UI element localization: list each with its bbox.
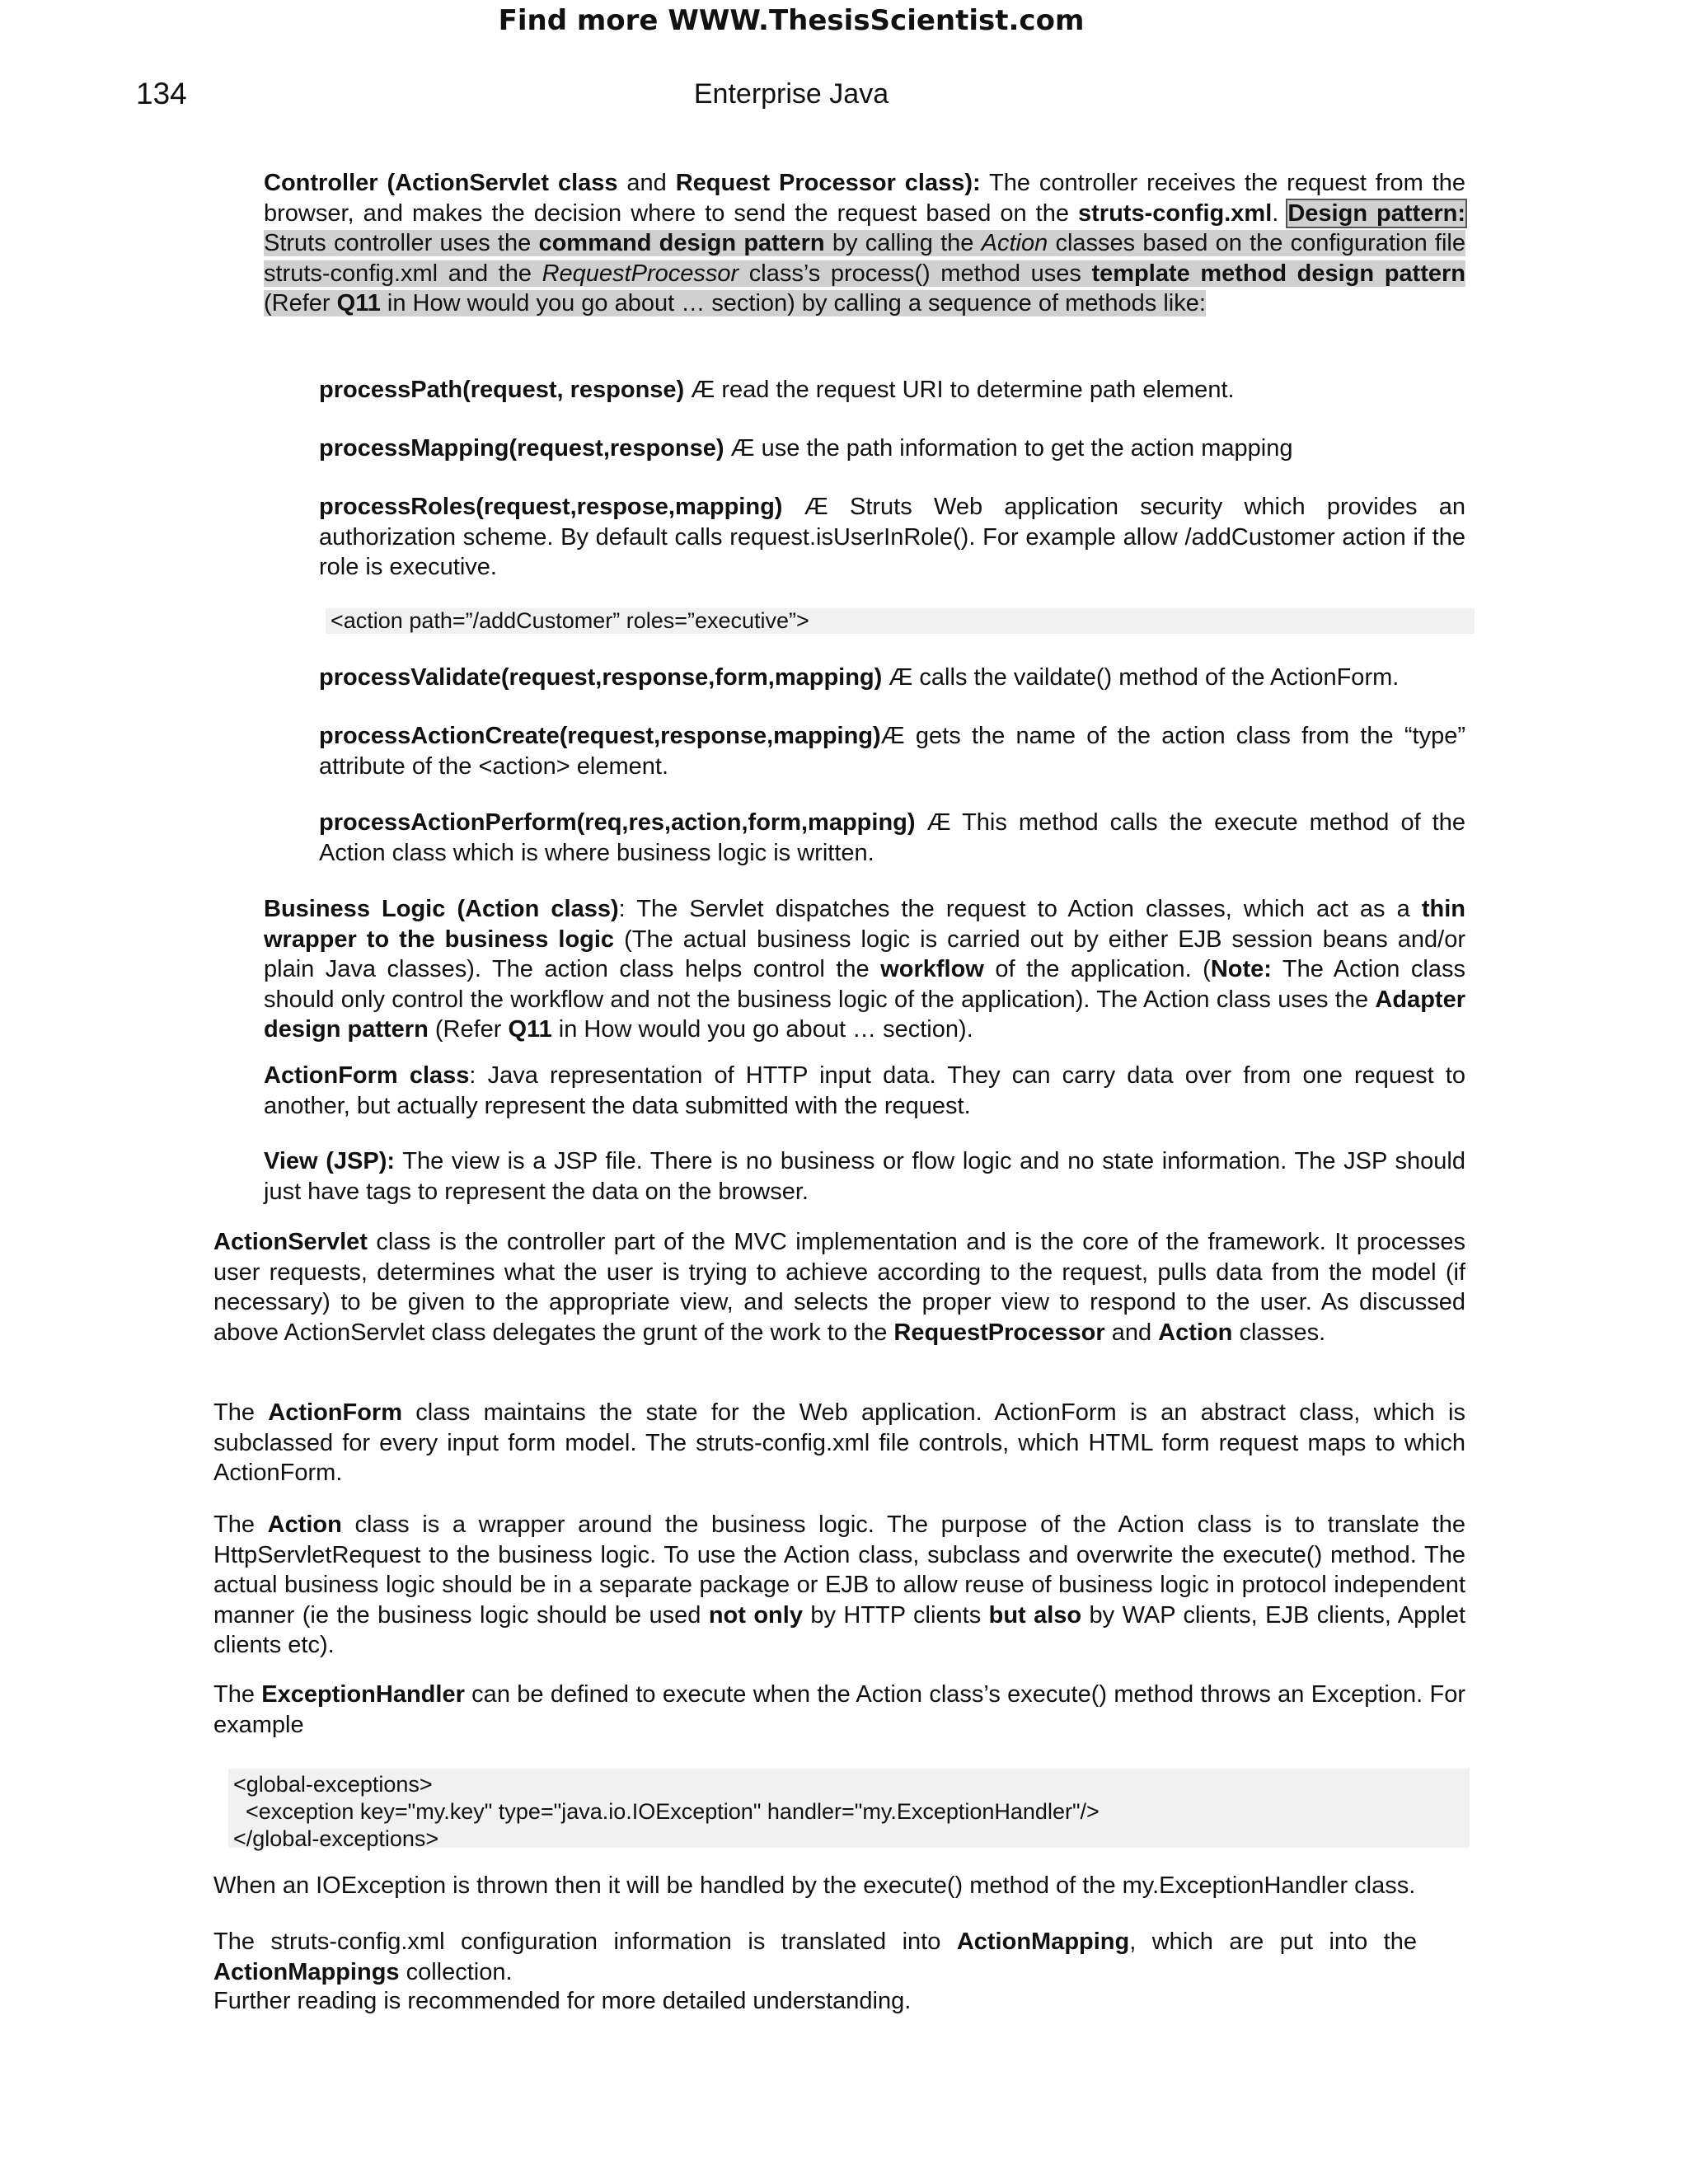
exception-handler-term: ExceptionHandler (261, 1681, 465, 1708)
method-process-validate (319, 663, 1465, 693)
text-run: classes. (1232, 1319, 1326, 1346)
actionform-term: ActionForm class (264, 1062, 470, 1089)
method-process-path (319, 375, 1465, 405)
action-term: Action (267, 1511, 342, 1538)
text-run: of the application. ( (983, 956, 1211, 982)
business-logic-paragraph (264, 894, 1465, 1045)
but-also-term: but also (988, 1601, 1082, 1629)
ioexception-paragraph: When an IOException is thrown then it will be handled by the execute() method of the my.ExceptionHandler class. (213, 1872, 1416, 1899)
workflow-term: workflow (880, 956, 984, 982)
text-run: . (1272, 199, 1288, 227)
site-banner: Find more WWW.ThesisScientist.com (498, 4, 1085, 37)
exception-handler-paragraph (213, 1680, 1465, 1740)
text-run: : The Servlet dispatches the request to Action classes, which act as a (618, 896, 1422, 922)
text-run: , which are put into the (1129, 1929, 1417, 1955)
code-line: <exception key="my.key" type="java.io.IOException" handler="my.ExceptionHandler"/> (233, 1799, 1100, 1824)
text-run: The view is a JSP file. There is no business or flow logic and no state information. The JSP should just have tags to represent the data on the browser. (264, 1148, 1465, 1205)
method-name: processValidate(request,response,form,mapping) (319, 664, 883, 691)
text-run: Æ use the path information to get the action mapping (724, 435, 1293, 462)
text-run: The (213, 1511, 268, 1538)
text-run: Æ gets the name of the action class from the “type” attribute of the <action> element. (319, 723, 1465, 780)
adapter-pattern-term: Adapter design pattern (264, 986, 1465, 1043)
text-run: Struts controller uses the (264, 230, 539, 256)
actionservlet-term: ActionServlet (213, 1229, 368, 1255)
request-processor-term: Request Processor class): (675, 170, 981, 196)
text-run: class maintains the state for the Web application. ActionForm is an abstract class, which is subclassed for every input form model. The struts-config.xml file controls, which HTML form request maps to which ActionForm. (213, 1399, 1466, 1486)
text-run: by HTTP clients (802, 1601, 989, 1629)
method-name: processRoles(request,respose,mapping) (319, 494, 783, 520)
text-run: Æ calls the vaildate() method of the ActionForm. (882, 664, 1400, 691)
text-run: can be defined to execute when the Action class’s execute() method throws an Exception. For example (213, 1681, 1465, 1738)
request-processor-italic: RequestProcessor (542, 260, 739, 287)
text-run: The controller receives the request from the browser, and makes the decision where to send the request based on the (264, 170, 1466, 227)
text-run: Æ read the request URI to determine path element. (684, 377, 1235, 403)
actionform-state-paragraph (213, 1398, 1465, 1488)
business-logic-term: Business Logic (Action class) (264, 896, 619, 922)
text-run: : Java representation of HTTP input data. They can carry data over from one request to another, but actually represent the data submitted with the request. (264, 1062, 1465, 1119)
code-line: </global-exceptions> (233, 1826, 439, 1851)
action-mapping-term: ActionMapping (956, 1929, 1130, 1955)
text-run: The (213, 1399, 269, 1426)
method-name: processMapping(request,response) (319, 435, 724, 462)
text-run: The (213, 1681, 262, 1708)
text-run: by calling the (824, 230, 982, 256)
text-run: The struts-config.xml configuration information is translated into (213, 1929, 957, 1955)
method-process-action-create (319, 721, 1465, 781)
text-run: class is the controller part of the MVC implementation and is the core of the framework. It processes user requests, determines what the user is trying to achieve according to the request, pulls data from the model (if necessary) to be given to the appropriate view, and selects the proper view to respond to the user. As discussed above ActionServlet class delegates the grunt of the work to the (213, 1229, 1465, 1346)
text-run: (Refer (264, 290, 337, 316)
actionform-paragraph (264, 1061, 1465, 1121)
text-run: by WAP clients, EJB clients, Applet clients etc). (213, 1601, 1466, 1658)
action-class-paragraph (213, 1510, 1465, 1661)
q11-ref: Q11 (508, 1016, 552, 1043)
controller-term: Controller (ActionServlet class (264, 170, 618, 196)
actionservlet-paragraph (213, 1227, 1465, 1347)
method-process-roles (319, 492, 1465, 583)
view-paragraph (264, 1146, 1465, 1207)
text-run: Æ Struts Web application security which provides an authorization scheme. By default calls request.isUserInRole(). For example allow /addCustomer action if the role is executive. (319, 494, 1465, 580)
text-run: (The actual business logic is carried out by either EJB session beans and/or plain Java classes). The action class helps control the (264, 926, 1465, 982)
design-pattern-term: Design pattern: (1287, 199, 1465, 227)
controller-paragraph (264, 168, 1465, 319)
action-term: Action (1158, 1319, 1233, 1346)
method-process-mapping (319, 434, 1465, 464)
text-run: and (1104, 1319, 1159, 1346)
command-pattern-term: command design pattern (538, 230, 825, 256)
text-run: in How would you go about … section). (551, 1016, 973, 1043)
thin-wrapper-term: thin wrapper to the business logic (264, 896, 1465, 953)
request-processor-term: RequestProcessor (893, 1319, 1105, 1346)
page-number: 134 (136, 77, 187, 110)
text-run: collection. (399, 1958, 513, 1985)
actionform-term: ActionForm (268, 1399, 402, 1426)
text-run: class is a wrapper around the business logic. The purpose of the Action class is to translate the HttpServletRequest to the business logic. To use the Action class, subclass and overwrite the execute() method. The actual business logic should be in a separate package or EJB to allow reuse of business logic in protocol independent manner (ie the business logic should be used (213, 1511, 1465, 1629)
text-run: classes based on the configuration file struts-config.xml and the (264, 230, 1465, 287)
roles-code-block (326, 608, 1475, 634)
method-name: processActionCreate(request,response,mapping) (319, 723, 881, 749)
method-process-action-perform (319, 808, 1465, 868)
note-term: Note: (1210, 956, 1272, 982)
further-reading: Further reading is recommended for more detailed understanding. (213, 1988, 912, 2014)
q11-ref: Q11 (336, 290, 381, 316)
action-mappings-term: ActionMappings (213, 1958, 400, 1985)
code-line: <action path=”/addCustomer” roles=”executive”> (331, 608, 809, 633)
not-only-term: not only (708, 1601, 803, 1629)
view-term: View (JSP): (264, 1148, 396, 1174)
text-run: (Refer (428, 1016, 509, 1043)
template-method-term: template method design pattern (1091, 260, 1465, 287)
exception-code-block (228, 1769, 1470, 1851)
running-head: Enterprise Java (693, 78, 889, 110)
text-run: in How would you go about … section) by calling a sequence of methods like: (380, 290, 1206, 316)
action-italic: Action (981, 230, 1048, 256)
text-run: and (617, 170, 676, 196)
mapping-paragraph (213, 1927, 1417, 1987)
method-name: processActionPerform(req,res,action,form,mapping) (319, 809, 916, 836)
code-line: <global-exceptions> (233, 1772, 433, 1797)
method-name: processPath(request, response) (319, 377, 685, 403)
struts-config-term: struts-config.xml (1078, 199, 1273, 227)
text-run: class’s process() method uses (738, 260, 1092, 287)
text-run: The Action class should only control the workflow and not the business logic of the application). The Action class uses the (264, 956, 1465, 1013)
text-run: Æ This method calls the execute method of the Action class which is where business logic is written. (319, 809, 1465, 866)
